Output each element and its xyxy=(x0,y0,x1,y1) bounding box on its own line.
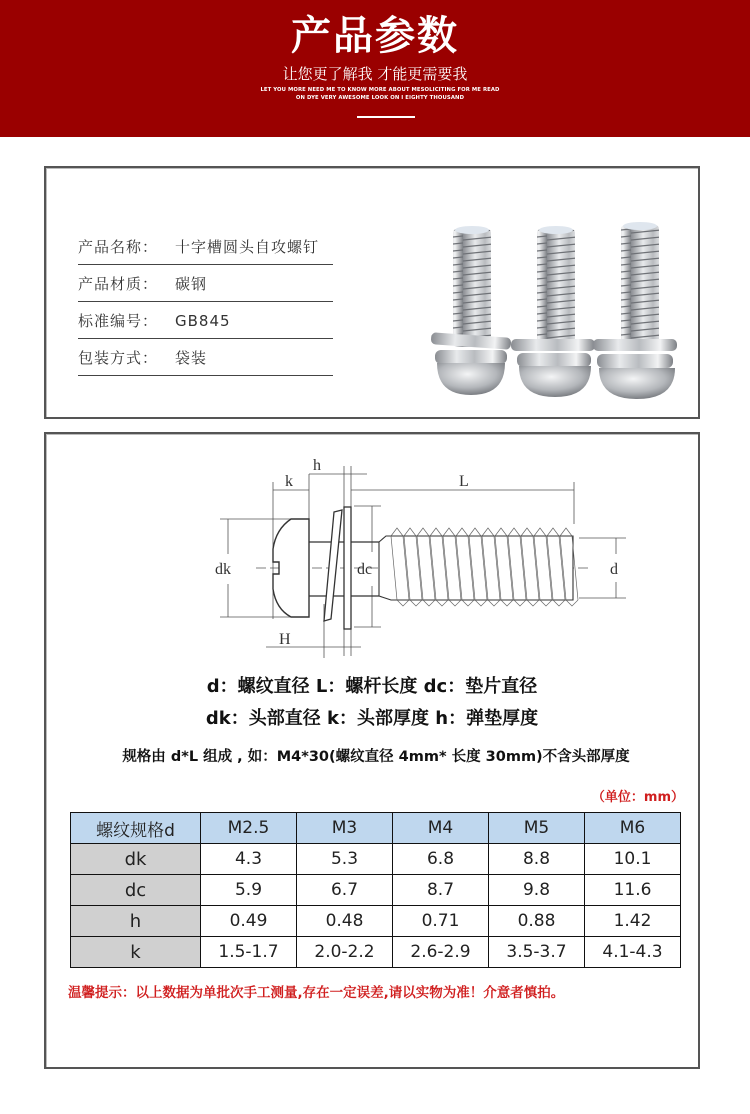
table-cell: 0.48 xyxy=(297,906,393,937)
page-title: 产品参数 xyxy=(291,13,459,59)
diagram-label-h: h xyxy=(313,457,321,474)
screw-1 xyxy=(431,226,512,395)
unit-note: （单位：mm） xyxy=(591,790,684,805)
info-label: 产品材质： xyxy=(78,275,159,293)
spec-table xyxy=(70,812,681,968)
info-label: 标准编号： xyxy=(78,312,159,330)
table-cell: 0.71 xyxy=(393,906,489,937)
info-row-name xyxy=(78,230,333,265)
info-value: GB845 xyxy=(175,312,231,330)
diagram-label-L: L xyxy=(459,473,469,490)
table-cell: 11.6 xyxy=(585,875,681,906)
banner-divider xyxy=(357,116,415,118)
row-header-cell: k xyxy=(71,937,201,968)
diagram-label-d: d xyxy=(610,561,618,578)
row-header-cell: dc xyxy=(71,875,201,906)
table-cell: 6.8 xyxy=(393,844,489,875)
banner-english-text xyxy=(250,86,510,102)
spec-format-note: 规格由 d*L 组成 , 如：M4*30(螺纹直径 4mm* 长度 30mm)不含头部厚度 xyxy=(122,749,630,765)
warning-note: 温馨提示：以上数据为单批次手工测量,存在一定误差,请以实物为准！介意者慎拍。 xyxy=(68,985,565,1001)
table-cell: 2.6-2.9 xyxy=(393,937,489,968)
table-row xyxy=(71,844,681,875)
row-header-cell: h xyxy=(71,906,201,937)
screw-3 xyxy=(593,222,677,399)
product-info-panel xyxy=(44,166,700,419)
table-header-cell: M4 xyxy=(393,813,489,844)
info-value: 袋装 xyxy=(175,349,208,367)
info-value: 十字槽圆头自攻螺钉 xyxy=(175,238,320,256)
info-row-material xyxy=(78,267,333,302)
banner-subtitle: 让您更了解我 才能更需要我 xyxy=(282,65,468,83)
table-cell: 0.88 xyxy=(489,906,585,937)
table-header-cell: M2.5 xyxy=(201,813,297,844)
diagram-label-dc: dc xyxy=(357,561,373,578)
info-label: 产品名称： xyxy=(78,238,159,256)
table-cell: 0.49 xyxy=(201,906,297,937)
table-cell: 4.1-4.3 xyxy=(585,937,681,968)
product-photo xyxy=(411,213,691,403)
table-cell: 5.3 xyxy=(297,844,393,875)
header-banner xyxy=(0,0,750,137)
table-cell: 3.5-3.7 xyxy=(489,937,585,968)
table-cell: 6.7 xyxy=(297,875,393,906)
legend-line-1: d：螺纹直径 L：螺杆长度 dc：垫片直径 xyxy=(206,676,538,697)
table-row xyxy=(71,906,681,937)
table-cell: 8.7 xyxy=(393,875,489,906)
table-header-cell: M5 xyxy=(489,813,585,844)
table-cell: 4.3 xyxy=(201,844,297,875)
row-header-cell: dk xyxy=(71,844,201,875)
table-row xyxy=(71,937,681,968)
table-header-cell: M3 xyxy=(297,813,393,844)
diagram-label-k: k xyxy=(285,473,293,490)
table-header-row xyxy=(71,813,681,844)
screw-2 xyxy=(511,226,595,397)
table-header-cell: 螺纹规格d xyxy=(71,813,201,844)
table-cell: 1.42 xyxy=(585,906,681,937)
spec-panel xyxy=(44,432,700,1069)
diagram-label-dk: dk xyxy=(215,561,231,578)
screw-dimension-diagram xyxy=(201,444,641,669)
info-row-standard xyxy=(78,304,333,339)
diagram-label-H: H xyxy=(279,631,291,648)
table-cell: 2.0-2.2 xyxy=(297,937,393,968)
banner-english-line-1: LET YOU MORE NEED ME TO KNOW MORE ABOUT MESOLICITING FOR ME READ xyxy=(260,87,500,93)
info-label: 包装方式： xyxy=(78,349,159,367)
legend-line-2: dk：头部直径 k：头部厚度 h：弹垫厚度 xyxy=(205,708,539,729)
table-cell: 10.1 xyxy=(585,844,681,875)
table-row xyxy=(71,875,681,906)
table-cell: 9.8 xyxy=(489,875,585,906)
table-cell: 5.9 xyxy=(201,875,297,906)
info-row-packaging xyxy=(78,341,333,376)
table-header-cell: M6 xyxy=(585,813,681,844)
table-cell: 1.5-1.7 xyxy=(201,937,297,968)
table-cell: 8.8 xyxy=(489,844,585,875)
info-value: 碳钢 xyxy=(175,275,208,293)
banner-english-line-2: ON DYE VERY AWESOME LOOK ON I EIGHTY THOUSAND xyxy=(295,95,465,101)
